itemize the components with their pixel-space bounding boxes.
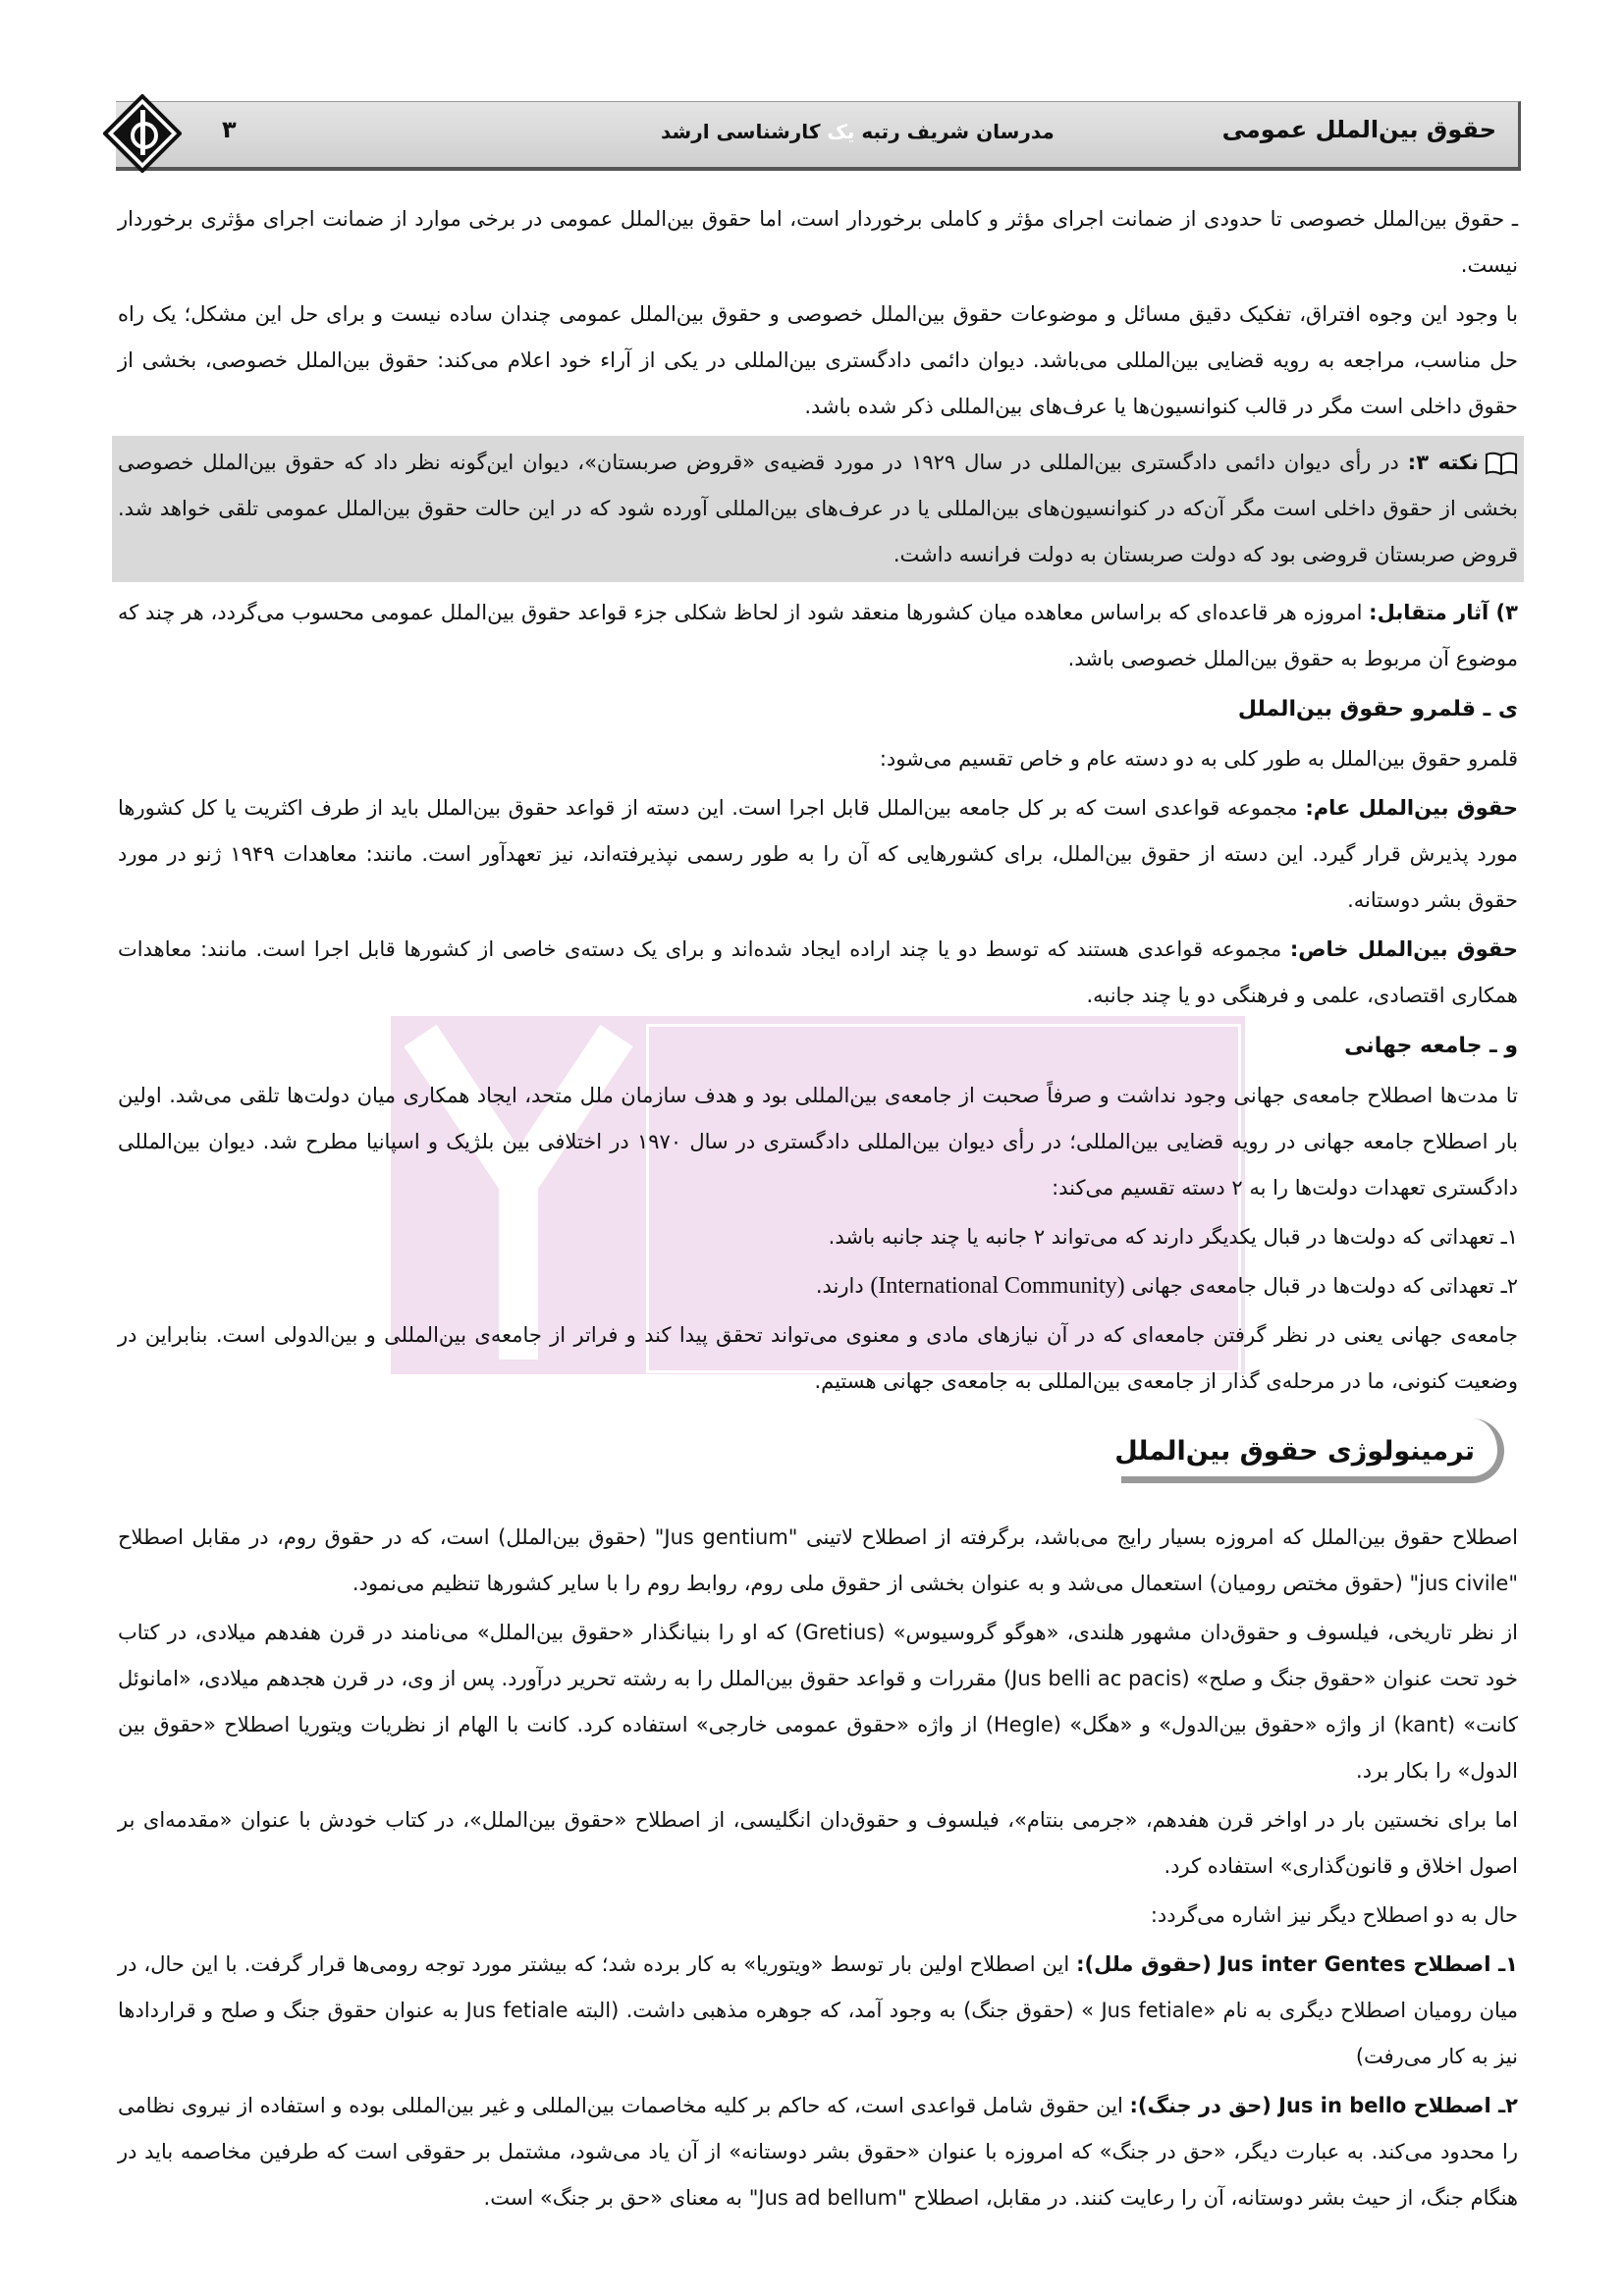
effects-label: ۳) آثار متقابل: [1369,601,1518,624]
section-heading: و ـ جامعه جهانی [1344,1034,1518,1058]
paragraph-general [118,785,1518,924]
list-text: ۲ـ تعهداتی که دولت‌ها در قبال جامعه‌ی جهانی [1124,1274,1518,1298]
open-book-icon [1485,451,1518,476]
paragraph-effects [118,590,1518,682]
paragraph: قلمرو حقوق بین‌الملل به طور کلی به دو دسته عام و خاص تقسیم می‌شود: [879,747,1518,771]
term-1 [118,1942,1518,2080]
term-text: مجموعه قواعدی هستند که توسط دو یا چند اراده ایجاد شده‌اند و برای یک دسته‌ی خاصی از کشورها قابل اجرا است. مانند: معاهدات همکاری اقتصادی، علمی و فرهنگی دو یا چند جانبه. [118,937,1518,1007]
section-heading: ی ـ قلمرو حقوق بین‌الملل [1237,697,1518,721]
term-label: ۱ـ اصطلاح Jus inter Gentes (حقوق ملل): [1076,1952,1518,1976]
list-item [118,1263,1518,1309]
effects-text: امروزه هر قاعده‌ای که براساس معاهده میان کشورها منعقد شود از لحاظ شکلی جزء قواعد حقوق بین‌الملل عمومی محسوب می‌گردد، هر چند که موضوع آن مربوط به حقوق بین‌الملل خصوصی باشد. [118,601,1518,670]
note-box [112,436,1524,582]
note-label: نکته ۳: [1407,451,1479,474]
latin-term: (International Community) [870,1273,1125,1299]
page-number: ۳ [222,116,237,143]
term-text: مجموعه قواعدی است که بر کل جامعه بین‌الملل قابل اجرا است. این دسته از قواعد حقوق بین‌الملل باید از طرف اکثریت یا کل کشورها مورد پذیرش قرار گیرد. این دسته از حقوق بین‌الملل، برای کشورهایی که آن را به طور رسمی نپذیرفته‌اند، نیز تعهدآور است. مانند: معاهدات ۱۹۴۹ ژنو در مورد حقوق بشر دوستانه. [118,796,1518,912]
paragraph: تا مدت‌ها اصطلاح جامعه‌ی جهانی وجود نداشت و صرفاً صحبت از جامعه‌ی بین‌المللی بود و هدف سازمان ملل متحد، ایجاد همکاری میان دولت‌ها تلقی می‌شد. اولین بار اصطلاح جامعه جهانی در رویه قضایی بین‌المللی؛ در رأی دیوان بین‌المللی دادگستری در سال ۱۹۷۰ در اختلافی بین بلژیک و اسپانیا مطرح شد. دیوان بین‌المللی دادگستری تعهدات دولت‌ها را به ۲ دسته تقسیم می‌کند: [118,1084,1518,1200]
paragraph: از نظر تاریخی، فیلسوف و حقوق‌دان مشهور هلندی، «هوگو گروسیوس» (Gretius) که او را بنیانگذار «حقوق بین‌الملل» می‌نامند در قرن هفدهم میلادی، در کتاب خود تحت عنوان «حقوق جنگ و صلح» (Jus belli ac pacis) مقررات و قواعد حقوق بین‌الملل را به رشته تحریر درآورد. پس از وی، در قرن هجدهم میلادی، «امانوئل کانت» (kant) از واژه «حقوق بین‌الدول» و «هگل» (Hegle) از واژه «حقوق عمومی خارجی» استفاده کرد. کانت با الهام از نظریات ویتوریا اصطلاح «حقوق بین الدول» را بکار برد. [118,1621,1519,1783]
book-title: حقوق بین‌الملل عمومی [1221,116,1496,143]
term-label: حقوق بین‌الملل عام: [1305,796,1519,820]
paragraph: حال به دو اصطلاح دیگر نیز اشاره می‌گردد: [1150,1903,1518,1927]
term-label: حقوق بین‌الملل خاص: [1289,937,1518,961]
note-text: در رأی دیوان دائمی دادگستری بین‌المللی در سال ۱۹۲۹ در مورد قضیه‌ی «قروض صربستان»، دیوان این‌گونه نظر داد که حقوق بین‌الملل خصوصی بخشی از حقوق داخلی است مگر آن‌که در کنوانسیون‌های بین‌المللی یا در عرف‌های بین‌المللی آورده شود که در این حالت حقوق بین‌الملل عمومی تلقی خواهد شد. قروض صربستان قروضی بود که دولت صربستان به دولت فرانسه داشت. [118,451,1518,566]
publisher-highlight: یک [827,120,855,143]
paragraph: با وجود این وجوه افتراق، تفکیک دقیق مسائل و موضوعات حقوق بین‌الملل خصوصی و حقوق بین‌الملل عمومی چندان ساده نیست و برای حل این مشکل؛ یک راه حل مناسب، مراجعه به رویه قضایی بین‌المللی می‌باشد. دیوان دائمی دادگستری بین‌المللی در یکی از آراء خود اعلام می‌کند: حقوق بین‌الملل خصوصی، بخشی از حقوق داخلی است مگر در قالب کنوانسیون‌ها یا عرف‌های بین‌المللی ذکر شده باشد. [118,302,1518,418]
paragraph: ـ حقوق بین‌الملل خصوصی تا حدودی از ضمانت اجرای مؤثر و کاملی برخوردار است، اما حقوق بین‌الملل عمومی در برخی موارد از ضمانت اجرای مؤثری برخوردار نیست. [118,207,1518,277]
publisher-text-end: کارشناسی ارشد [661,120,828,143]
term-text: این اصطلاح اولین بار توسط «ویتوریا» به کار برده شد؛ که بیشتر مورد توجه رومی‌ها قرار گرفت. با این حال، در میان رومیان اصطلاح دیگری به نام «Jus fetiale » (حقوق جنگ) به وجود آمد، که جوهره مذهبی داشت. (البته Jus fetiale به عنوان حقوق جنگ و صلح و قراردادها نیز به کار می‌رفت) [118,1952,1519,2068]
term-text: این حقوق شامل قواعدی است، که حاکم بر کلیه مخاصمات بین‌المللی و غیر بین‌المللی بوده و استفاده از نیروی نظامی را محدود می‌کند. به عبارت دیگر، «حق در جنگ» که امروزه با عنوان «حقوق بشر دوستانه» از آن یاد می‌شود، مشتمل بر حقوقی است که طرفین مخاصمه باید در هنگام جنگ، از حیث بشر دوستانه، آن را رعایت کنند. در مقابل، اصطلاح "Jus ad bellum" به معنای «حق بر جنگ» است. [118,2094,1518,2210]
publisher-text: مدرسان شریف رتبه [854,120,1055,143]
publisher-logo [103,94,182,173]
chapter-heading [118,1418,1518,1489]
page-body [118,196,1518,2224]
term-label: ۲ـ اصطلاح Jus in bello (حق در جنگ): [1129,2094,1518,2117]
paragraph: جامعه‌ی جهانی یعنی در نظر گرفتن جامعه‌ای که در آن نیازهای مادی و معنوی می‌تواند تحقق پیدا کند و فراتر از جامعه‌ی بین‌المللی و بین‌الدولی است. بنابراین در وضعیت کنونی، ما در مرحله‌ی گذار از جامعه‌ی بین‌المللی به جامعه‌ی جهانی هستیم. [118,1323,1518,1393]
paragraph: اما برای نخستین بار در اواخر قرن هفدهم، «جرمی بنتام»، فیلسوف و حقوق‌دان انگلیسی، از اصطلاح «حقوق بین‌الملل»، در کتاب خودش با عنوان «مقدمه‌ای بر اصول اخلاق و قانون‌گذاری» استفاده کرد. [118,1808,1518,1878]
term-2 [118,2083,1518,2221]
list-text-end: دارند. [815,1274,871,1298]
publisher-line [661,120,1055,143]
paragraph: اصطلاح حقوق بین‌الملل که امروزه بسیار رایج می‌باشد، برگرفته از اصطلاح لاتینی "Jus gentium" (حقوق بین‌الملل) است، که در حقوق روم، در مقابل اصطلاح "jus civile" (حقوق مختص رومیان) استعمال می‌شد و به عنوان بخشی از حقوق ملی روم، روابط روم را با سایر کشورها تنظیم می‌نمود. [118,1525,1518,1595]
page-header [116,101,1521,171]
chapter-heading-text: ترمینولوژی حقوق بین‌الملل [1114,1436,1475,1467]
list-item: ۱ـ تعهداتی که دولت‌ها در قبال یکدیگر دارند که می‌تواند ۲ جانبه یا چند جانبه باشد. [828,1225,1518,1249]
paragraph-special [118,927,1518,1019]
